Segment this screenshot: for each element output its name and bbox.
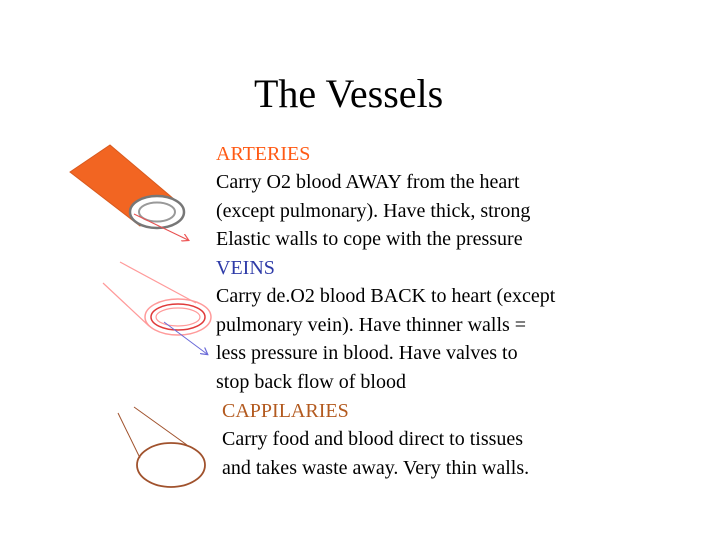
slide-title: The Vessels: [254, 71, 444, 116]
capillaries-heading: CAPPILARIES: [222, 400, 349, 422]
veins-line-2: pulmonary vein). Have thinner walls =: [216, 313, 527, 336]
capillaries-line-1: Carry food and blood direct to tissues: [222, 428, 524, 451]
arteries-line-3: Elastic walls to cope with the pressure: [216, 228, 523, 251]
artery-vessel-icon: [70, 145, 188, 240]
veins-line-3: less pressure in blood. Have valves to: [216, 342, 518, 365]
capillaries-line-2: and takes waste away. Very thin walls.: [222, 456, 530, 479]
veins-line-4: stop back flow of blood: [216, 370, 406, 393]
capillaries-section: [222, 397, 529, 482]
arteries-heading: ARTERIES: [216, 143, 311, 165]
vein-vessel-icon: [103, 262, 211, 354]
arteries-line-2: (except pulmonary). Have thick, strong: [216, 199, 531, 222]
capillary-vessel-icon: [118, 407, 205, 487]
veins-line-1: Carry de.O2 blood BACK to heart (except: [216, 285, 556, 308]
arteries-line-1: Carry O2 blood AWAY from the heart: [216, 171, 520, 194]
arteries-section: [216, 140, 530, 254]
veins-section: [216, 254, 555, 396]
veins-heading: VEINS: [216, 257, 275, 279]
